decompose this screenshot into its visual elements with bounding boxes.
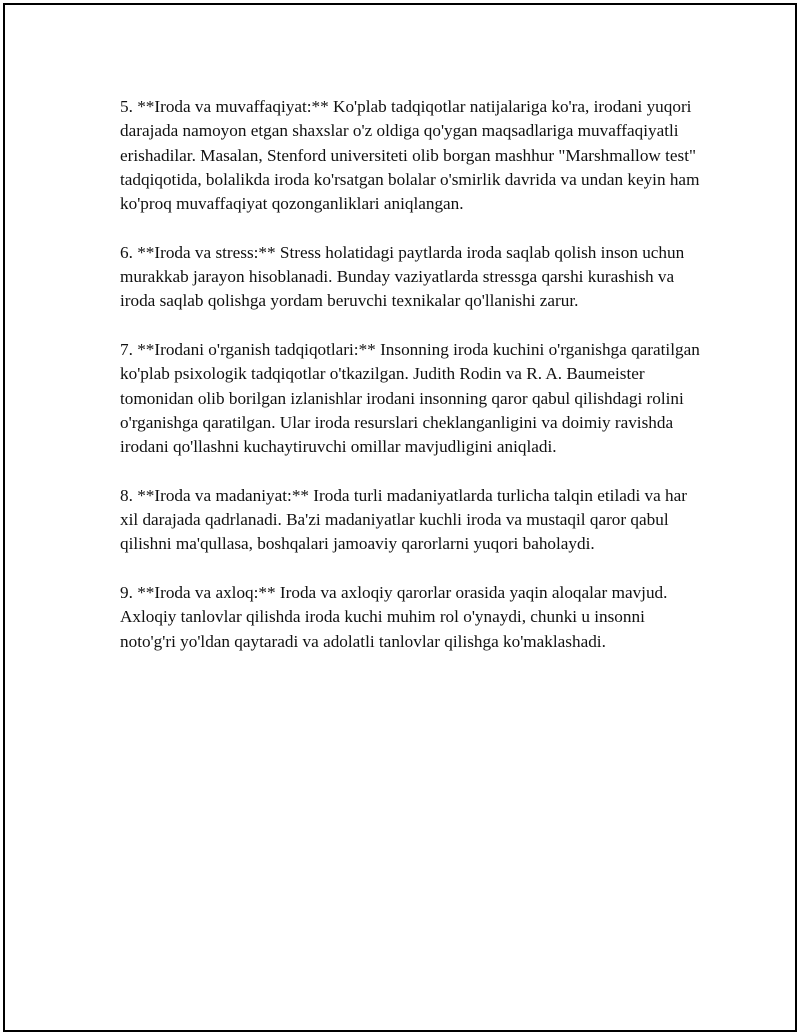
paragraph-iroda-va-muvaffaqiyat: 5. **Iroda va muvaffaqiyat:** Ko'plab tadqiqotlar natijalariga ko'ra, irodani yuqori darajada namoyon etgan shaxslar o'z oldiga qo'ygan maqsadlariga muvaffaqiyatli erishadilar. Masalan, Stenford universiteti olib borgan mashhur "Marshmallow test" tadqiqotida, bolalikda iroda ko'rsatgan bolalar o'smirlik davrida va undan keyin ham ko'proq muvaffaqiyat qozonganliklari aniqlangan. — [120, 97, 700, 214]
paragraph-iroda-va-madaniyat: 8. **Iroda va madaniyat:** Iroda turli madaniyatlarda turlicha talqin etiladi va har xil darajada qadrlanadi. Ba'zi madaniyatlar kuchli iroda va mustaqil qaror qabul qilishni ma'qullasa, boshqalari jamoaviy qarorlarni yuqori baholaydi. — [120, 485, 687, 554]
document-page — [3, 3, 797, 1032]
paragraph-iroda-va-stress: 6. **Iroda va stress:** Stress holatidagi paytlarda iroda saqlab qolish inson uchun murakkab jarayon hisoblanadi. Bunday vaziyatlarda stressga qarshi kurashish va iroda saqlab qolishga yordam beruvchi texnikalar qo'llanishi zarur. — [120, 242, 685, 311]
paragraph-iroda-va-axloq: 9. **Iroda va axloq:** Iroda va axloqiy qarorlar orasida yaqin aloqalar mavjud. Axloqiy tanlovlar qilishda iroda kuchi muhim rol o'ynaydi, chunki u insonni noto'g'ri yo'ldan qaytaradi va adolatli tanlovlar qilishga ko'maklashadi. — [120, 582, 668, 651]
document-body — [120, 95, 700, 678]
paragraph-irodani-organish-tadqiqotlari: 7. **Irodani o'rganish tadqiqotlari:** Insonning iroda kuchini o'rganishga qaratilgan ko'plab psixologik tadqiqotlar o'tkazilgan. Judith Rodin va R. A. Baumeister tomonidan olib borilgan izlanishlar irodani insonning qaror qabul qilishdagi rolini o'rganishga qaratilgan. Ular iroda resurslari cheklanganligini va doimiy ravishda irodani qo'llashni kuchaytiruvchi omillar mavjudligini aniqladi. — [120, 339, 700, 457]
